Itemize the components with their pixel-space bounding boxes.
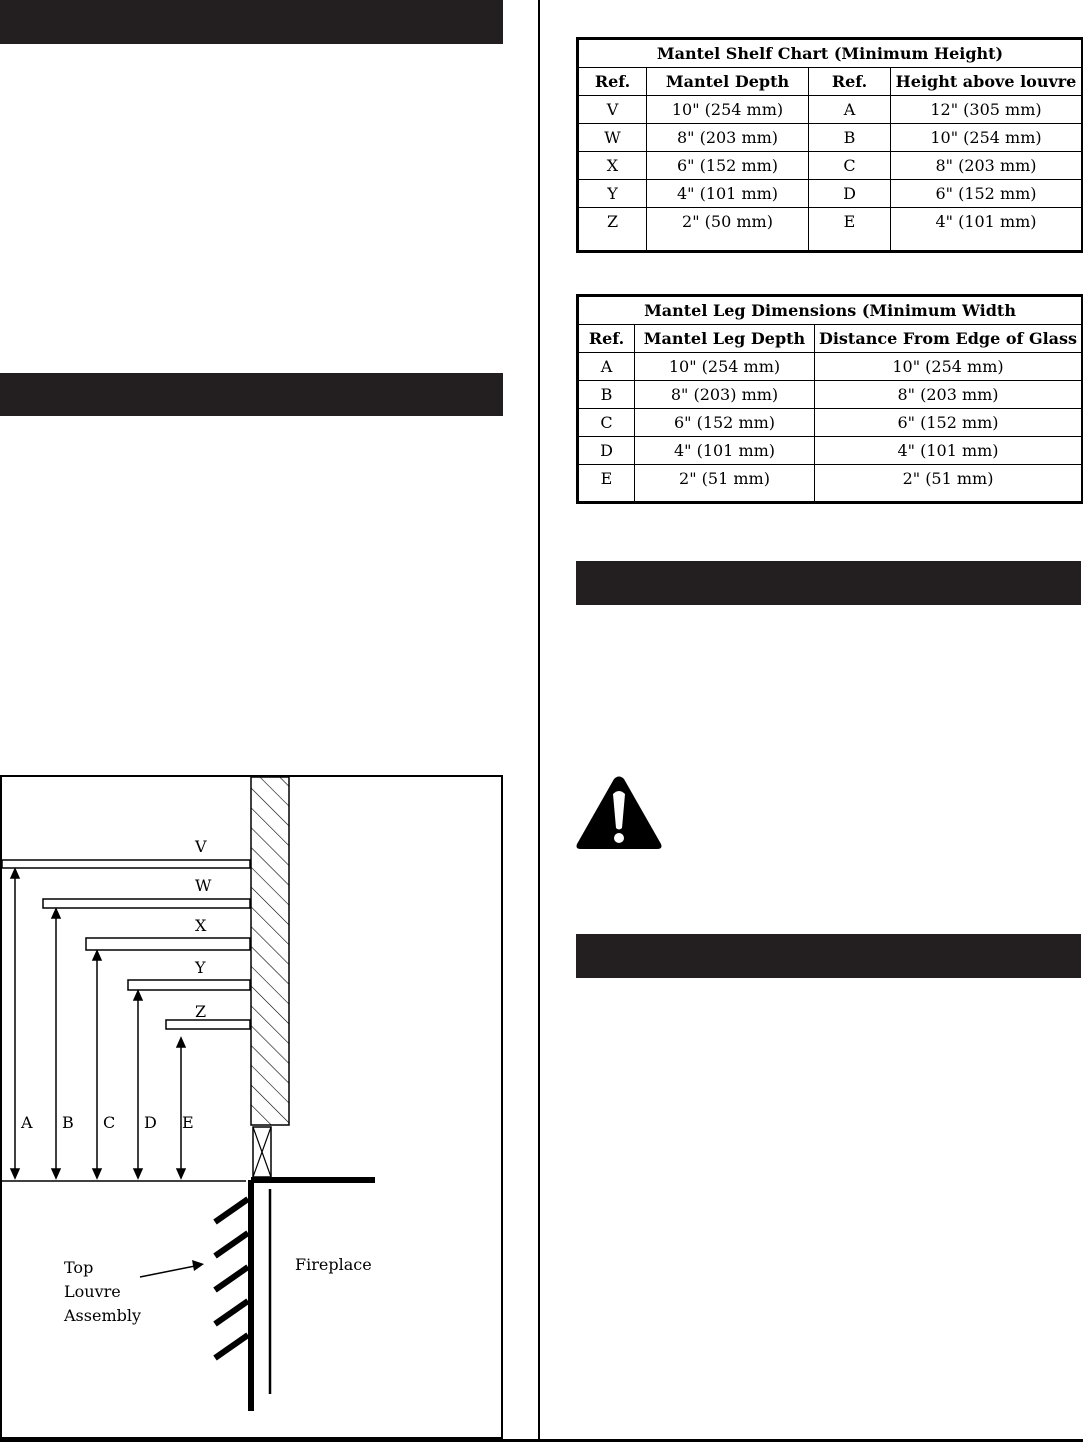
leg-header-ref: Ref. [578,325,635,353]
table-row [578,180,1083,208]
table-cell: 2" (50 mm) [647,208,809,252]
table-cell: E [809,208,891,252]
table-cell: 8" (203 mm) [891,152,1083,180]
leg-header-distance: Distance From Edge of Glass [815,325,1083,353]
table-row [578,208,1083,252]
section-header-bar-1 [0,0,503,44]
table-row [578,152,1083,180]
table-row [578,381,1083,409]
table-cell: 6" (152 mm) [647,152,809,180]
mantel-leg-chart [576,294,1083,504]
louvre-label-line-3: Assembly [64,1306,142,1325]
table-cell: E [578,465,635,503]
table-cell: Y [578,180,647,208]
fireplace-label: Fireplace [295,1255,372,1274]
table-cell: 4" (101 mm) [635,437,815,465]
table-cell: C [578,409,635,437]
table-row [578,96,1083,124]
shelf-label-v: V [195,837,207,856]
table-cell: 6" (152 mm) [635,409,815,437]
wall-spacer [253,1127,271,1177]
table-cell: 4" (101 mm) [815,437,1083,465]
leg-header-depth: Mantel Leg Depth [635,325,815,353]
table-cell: A [578,353,635,381]
table-cell: 2" (51 mm) [815,465,1083,503]
mantel-clearance-diagram [0,775,503,1439]
height-label-b: B [62,1113,74,1132]
shelf-header-depth: Mantel Depth [647,68,809,96]
mantel-shelf-chart [576,37,1083,253]
table-row [578,437,1083,465]
louvre-pointer-arrow [140,1260,204,1277]
table-cell: B [578,381,635,409]
warning-triangle-icon [575,776,663,850]
shelf-x [86,938,250,950]
shelf-w [43,899,250,908]
wall [251,777,289,1125]
shelf-v [2,860,250,868]
table-cell: D [578,437,635,465]
shelf-header-ref: Ref. [578,68,647,96]
louvre-label-line-1: Top [64,1258,94,1277]
table-cell: 12" (305 mm) [891,96,1083,124]
table-cell: 6" (152 mm) [815,409,1083,437]
table-cell: 4" (101 mm) [647,180,809,208]
table-cell: 4" (101 mm) [891,208,1083,252]
shelf-z [166,1020,250,1029]
shelf-label-y: Y [195,958,206,977]
shelf-chart-title: Mantel Shelf Chart (Minimum Height) [578,39,1083,68]
table-row [578,353,1083,381]
table-cell: 8" (203) mm) [635,381,815,409]
section-header-bar-2 [0,373,503,416]
table-cell: B [809,124,891,152]
table-cell: 10" (254 mm) [647,96,809,124]
table-cell: V [578,96,647,124]
table-cell: 10" (254 mm) [635,353,815,381]
louvre-slats [215,1199,248,1358]
table-cell: X [578,152,647,180]
height-label-d: D [144,1113,157,1132]
table-row [578,465,1083,503]
height-label-c: C [103,1113,116,1132]
shelf-header-height: Height above louvre [891,68,1083,96]
table-cell: 6" (152 mm) [891,180,1083,208]
table-cell: 8" (203 mm) [815,381,1083,409]
table-cell: Z [578,208,647,252]
shelf-label-z: Z [195,1002,207,1021]
table-cell: D [809,180,891,208]
shelf-label-x: X [195,916,207,935]
table-cell: C [809,152,891,180]
table-cell: W [578,124,647,152]
table-cell: 10" (254 mm) [815,353,1083,381]
shelf-header-ref2: Ref. [809,68,891,96]
table-cell: 10" (254 mm) [891,124,1083,152]
table-cell: 2" (51 mm) [635,465,815,503]
leg-chart-title: Mantel Leg Dimensions (Minimum Width [578,296,1083,325]
fireplace-outline [251,1180,375,1411]
louvre-label-line-2: Louvre [64,1282,121,1301]
section-header-bar-4 [576,934,1081,978]
height-arrows [11,869,185,1178]
shelf-y [128,980,250,990]
height-label-e: E [182,1113,194,1132]
height-label-a: A [21,1113,33,1132]
table-cell: A [809,96,891,124]
shelf-label-w: W [195,876,212,895]
section-header-bar-3 [576,561,1081,605]
table-row [578,124,1083,152]
table-cell: 8" (203 mm) [647,124,809,152]
table-row [578,409,1083,437]
column-divider [538,0,540,1442]
